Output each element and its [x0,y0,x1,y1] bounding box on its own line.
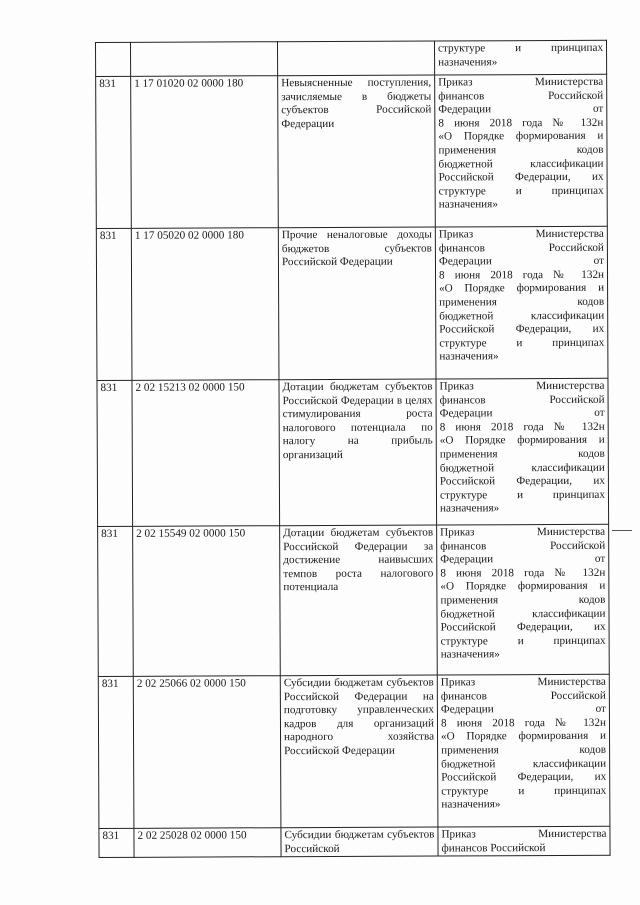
budget-code-cell: 2 02 15549 02 0000 150 [133,526,281,677]
admin-code-cell: 831 [96,228,132,380]
legal-basis-cell [434,40,606,75]
table-body [96,40,611,857]
legal-basis-line: назначения» [439,350,499,363]
admin-code-cell: 831 [98,526,134,676]
legal-basis-line: Приказ Министерства [438,227,604,241]
revenue-name-cell: Прочие неналоговые доходы бюджетов субъектов Российской Федерации [278,227,436,380]
legal-basis-line: 8 июня 2018 года № 132н [439,420,605,434]
legal-basis-line: структуре и принципах [440,634,606,648]
legal-basis-line: бюджетной классификации [439,461,605,475]
budget-code-cell [131,42,278,77]
legal-basis-line: финансов Российской [438,89,604,103]
table-row [96,74,608,228]
legal-basis-line: Российской Федерации, их [441,770,607,784]
legal-basis-line: применения кодов [439,447,605,461]
legal-basis-line: Федерации от [439,406,605,420]
legal-basis-line: структуре и принципах [439,336,605,350]
legal-basis-line: назначения» [440,502,500,515]
table-row-continuation [96,40,607,76]
legal-basis-cell [437,674,610,827]
legal-basis-line: «О Порядке формирования и [439,434,605,447]
budget-code-cell: 1 17 01020 02 0000 180 [131,76,279,229]
legal-basis-line: финансов Российской [440,539,606,553]
legal-basis-line: применения кодов [439,295,605,309]
revenue-name-cell: Субсидии бюджетам субъектов Российской [281,827,438,857]
legal-basis-line: финансов Российской [439,393,605,407]
legal-basis-line: «О Порядке формирования и [438,130,604,143]
legal-basis-line: структуре и принципах [438,184,604,198]
legal-basis-line: Федерации от [440,552,606,566]
legal-basis-line: Российской Федерации, их [440,620,606,634]
legal-basis-line: бюджетной классификации [439,309,605,323]
legal-basis-line: 8 июня 2018 года № 132н [440,716,607,730]
legal-basis-line: «О Порядке формирования и [440,580,606,593]
admin-code-cell: 831 [97,380,133,526]
legal-basis-line: структуре и принципах [441,784,607,798]
table-row [98,524,610,676]
admin-code-cell: 831 [98,676,134,828]
legal-basis-line: Российской Федерации, их [438,170,604,184]
admin-code-cell: 831 [99,828,134,857]
legal-basis-line: бюджетной классификации [440,607,606,621]
legal-basis-line: применения кодов [440,593,606,607]
legal-basis-line: 8 июня 2018 года № 132н [440,566,606,580]
budget-code-cell: 2 02 25066 02 0000 150 [133,676,281,829]
legal-basis-line: Приказ Министерства [440,675,606,689]
budget-code-cell: 1 17 05020 02 0000 180 [131,228,279,381]
legal-basis-line: «О Порядке формирования и [441,730,607,743]
revenue-name-cell: Дотации бюджетам субъектов Российской Федерации за достижение наивысших темпов роста налогового потенциала [280,525,438,676]
legal-basis-line: финансов Российской [441,841,546,855]
legal-basis-cell [438,826,610,856]
legal-basis-line: Российской Федерации, их [439,474,605,488]
legal-basis-line: применения кодов [438,143,604,157]
legal-basis-cell [437,524,610,675]
legal-basis-line: Приказ Министерства [440,525,606,539]
legal-basis-line: Федерации от [438,102,604,116]
legal-basis-line: назначения» [440,648,500,661]
admin-code-cell [96,42,131,76]
table-row [97,378,609,526]
legal-basis-line: структуре и принципах [438,41,604,55]
legal-basis-line: 8 июня 2018 года № 132н [438,268,605,282]
legal-basis-line: применения кодов [441,743,607,757]
legal-basis-line: назначения» [441,798,501,811]
legal-basis-line: Российской Федерации, их [439,322,605,336]
revenue-name-cell: Невыясненные поступления, зачисляемые в бюджеты субъектов Российской Федерации [278,75,436,228]
revenue-name-cell [278,41,435,76]
legal-basis-line: финансов Российской [440,689,606,703]
legal-basis-line: назначения» [438,55,498,69]
legal-basis-line: Приказ Министерства [441,827,607,841]
scan-margin-mark [612,530,632,531]
revenue-name-cell: Субсидии бюджетам субъектов Российской Федерации на подготовку управленческих кадров для организаций народного хозяйства Российской Федерации [280,675,438,828]
legal-basis-cell [435,226,608,379]
legal-basis-line: бюджетной классификации [441,757,607,771]
legal-basis-line: финансов Российской [438,241,604,255]
legal-basis-cell [435,74,608,227]
admin-code-cell: 831 [96,76,132,228]
legal-basis-line: бюджетной классификации [438,157,604,171]
legal-basis-line: Федерации от [438,254,604,268]
legal-basis-line: назначения» [438,198,498,211]
revenue-name-cell: Дотации бюджетам субъектов Российской Федерации в целях стимулирования роста налогового потенциала по налогу на прибыль организаций [279,379,437,526]
legal-basis-line: 8 июня 2018 года № 132н [438,116,604,130]
legal-basis-cell [436,378,609,525]
legal-basis-line: Приказ Министерства [439,379,605,393]
legal-basis-line: «О Порядке формирования и [439,282,605,295]
legal-basis-line: структуре и принципах [439,488,606,502]
legal-basis-line: Федерации от [440,702,606,716]
table-row [96,226,608,380]
table-row [99,826,610,857]
budget-code-cell: 2 02 15213 02 0000 150 [132,380,280,527]
legal-basis-line: Приказ Министерства [438,75,604,89]
table-row [98,674,610,828]
budget-codes-table [95,40,611,858]
budget-code-cell: 2 02 25028 02 0000 150 [134,828,281,858]
